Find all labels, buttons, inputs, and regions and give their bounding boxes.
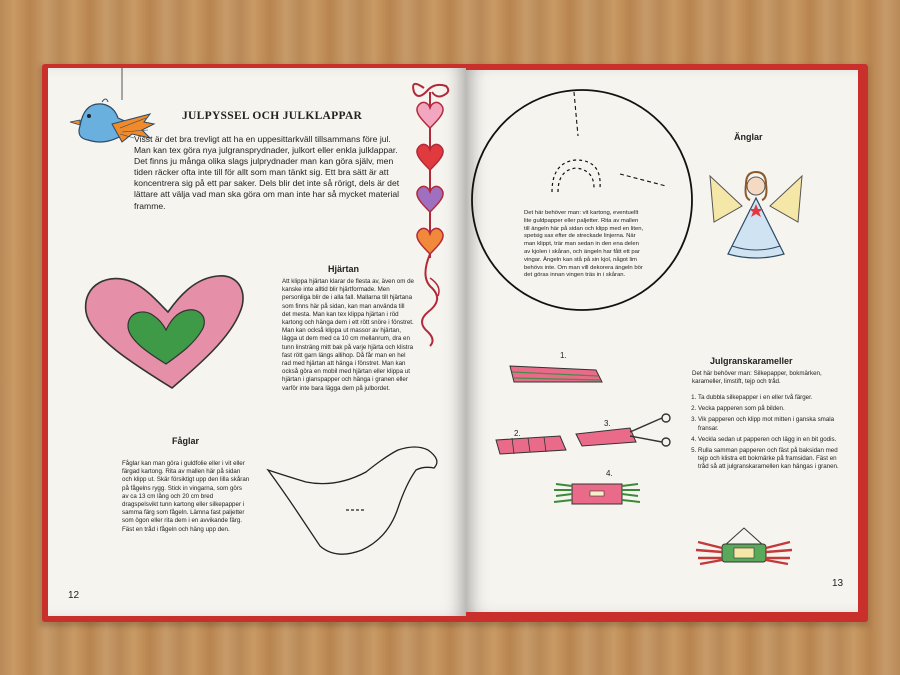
scissors-icon xyxy=(574,414,674,450)
fringed-paper-icon xyxy=(552,480,642,508)
pleated-paper-icon xyxy=(492,429,572,462)
page-number-right: 13 xyxy=(832,578,844,589)
bird-template-icon xyxy=(266,442,446,572)
step-label-4: 4. xyxy=(606,469,613,478)
heart-template-icon xyxy=(80,268,250,398)
step-label-3: 3. xyxy=(604,419,611,428)
angel-template-circle xyxy=(470,88,700,318)
step-label-1: 1. xyxy=(560,351,567,360)
karameller-intro: Det här behöver man: Silkepapper, bokmärken, karameller, limstift, tejp och tråd. xyxy=(692,370,822,386)
right-page xyxy=(466,70,858,612)
step-label-2: 2. xyxy=(514,429,521,438)
karameller-heading: Julgranskarameller xyxy=(710,356,793,366)
candy-cracker-icon xyxy=(694,522,794,572)
angel-icon xyxy=(706,162,806,262)
step-3: 3. Vik papperen och klipp mot mitten i ganska smala fransar. xyxy=(698,416,848,432)
folded-paper-icon xyxy=(506,362,606,392)
step-5: 5. Rulla samman papperen och fäst på baksidan med tejp och klistra ett bokmärke på framsidan. Fäst en tråd så att julgranskaramellen kan hängas i granen. xyxy=(698,447,848,472)
faglar-text: Fåglar kan man göra i guldfolie eller i vit eller färgad kartong. Rita av mallen här på sidan och klipp ut. Skär försiktigt upp den lilla skåran på fågelns rygg. Stick in vingarna, som görs av ca 13 cm lång och 20 cm bred dragspelsvikt tunn kartong eller silkepapper i samma färg som fågeln. Lämna fast paljetter som ögon eller rita dem i en avvikande färg. Fäst en tråd i fågeln och häng upp den. xyxy=(122,460,250,533)
hjartan-heading: Hjärtan xyxy=(328,264,360,274)
page-number-left: 12 xyxy=(68,590,80,601)
page-title: JULPYSSEL OCH JULKLAPPAR xyxy=(182,110,363,122)
anglar-heading: Änglar xyxy=(734,132,763,142)
step-2: 2. Vecka papperen som på bilden. xyxy=(698,405,848,413)
hjartan-text: Att klippa hjärtan klarar de flesta av, även om de kanske inte alltid blir hjärtformade. Men personliga blir de i alla fall. Mallarna till hjärtana som finns här på sidan, kan man använda till det mesta. Man kan tex klippa hjärtan i röd kartong och hänga dem i ett rött snöre i fönstret. Man kan också klippa ut massor av hjärtan, lägga ut dem med ca 10 cm mellanrum, dra en tunn linsträng mitt bak på varje hjärta och klistra fast rött garn längs allihop. Då får man en hel rad med hjärtan att hänga i fönstret. Man kan också göra en mobil med hjärtan eller klippa ut hjärtan i glanspapper och hänga i granen eller varför inte bara lägga dem på julbordet. xyxy=(282,278,414,392)
step-1: 1. Ta dubbla silkepapper i en eller två färger. xyxy=(698,394,848,402)
karameller-steps xyxy=(688,394,848,475)
anglar-text: Det här behöver man: vit kartong, eventuellt lite guldpapper eller paljetter. Rita av mallen till ängeln här på sidan och klipp med en liten, spetsig sax efter de streckade linjerna. När man klippt, trär man sedan in den ena delen av kjolen i skåran, och ängeln har fått ett par vingar. Ängeln kan stå på sin kjol, något lim behövs inte. Om man vill dekorera ängeln bör det göras innan vingen träs in i skåran. xyxy=(524,210,644,279)
intro-paragraph: Visst är det bra trevligt att ha en uppesittarkväll tillsammans före jul. Man kan tex göra nya julgransprydnader, julkort eller enkla julklappar. Det finns ju många olika slags julprydnader man kan göra själv, men tiden räcker ofta inte till för allt som man tänkt sig. Ett bra sätt är att koncentrera sig på ett par saker. Dels blir det inte så rörigt, dels är det lättare att välja vad man ska göra om man inte har så mycket material framme. xyxy=(134,134,400,211)
faglar-heading: Fåglar xyxy=(172,436,200,446)
left-page xyxy=(48,68,466,616)
step-4: 4. Veckla sedan ut papperen och lägg in en bit godis. xyxy=(698,436,848,444)
